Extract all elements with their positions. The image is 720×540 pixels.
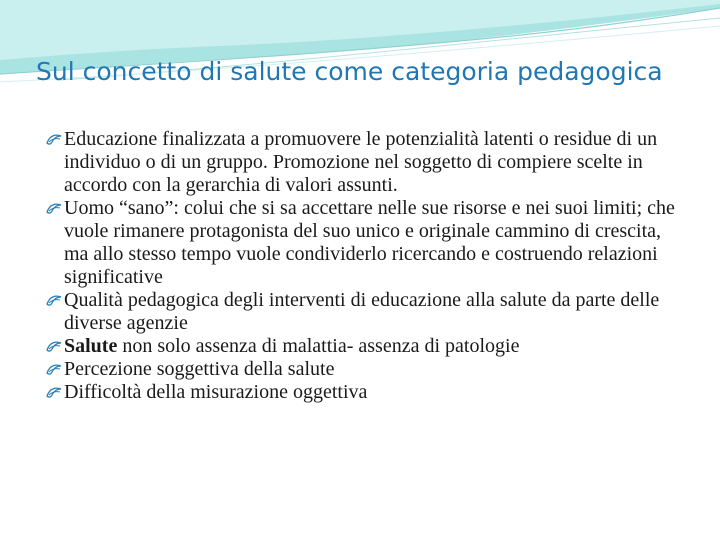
bullet-item	[46, 289, 686, 335]
flourish-bullet-icon	[46, 340, 62, 353]
bullet-text: Uomo “sano”: colui che si sa accettare nelle sue risorse e nei suoi limiti; che vuole rimanere protagonista del suo unico e originale cammino di crescita, ma allo stesso tempo vuole condividerlo ricercando e costruendo relazioni significative	[64, 197, 675, 288]
bullet-text: Percezione soggettiva della salute	[64, 358, 335, 380]
bullet-item	[46, 197, 686, 289]
bullet-item	[46, 128, 686, 197]
bullet-text: non solo assenza di malattia- assenza di patologie	[117, 335, 520, 357]
bullet-bold-term: Salute	[64, 335, 118, 357]
bullet-item	[46, 335, 686, 358]
bullet-item	[46, 381, 686, 404]
flourish-bullet-icon	[46, 386, 62, 399]
flourish-bullet-icon	[46, 363, 62, 376]
flourish-bullet-icon	[46, 294, 62, 307]
bullet-text: Qualità pedagogica degli interventi di educazione alla salute da parte delle diverse agenzie	[64, 289, 660, 334]
bullet-list	[46, 128, 686, 404]
flourish-bullet-icon	[46, 133, 62, 146]
slide-title: Sul concetto di salute come categoria pedagogica	[36, 57, 663, 86]
flourish-bullet-icon	[46, 202, 62, 215]
bullet-text: Educazione finalizzata a promuovere le potenzialità latenti o residue di un individuo o di un gruppo. Promozione nel soggetto di compiere scelte in accordo con la gerarchia di valori assunti.	[64, 128, 658, 196]
bullet-text: Difficoltà della misurazione oggettiva	[64, 381, 368, 403]
bullet-item	[46, 358, 686, 381]
